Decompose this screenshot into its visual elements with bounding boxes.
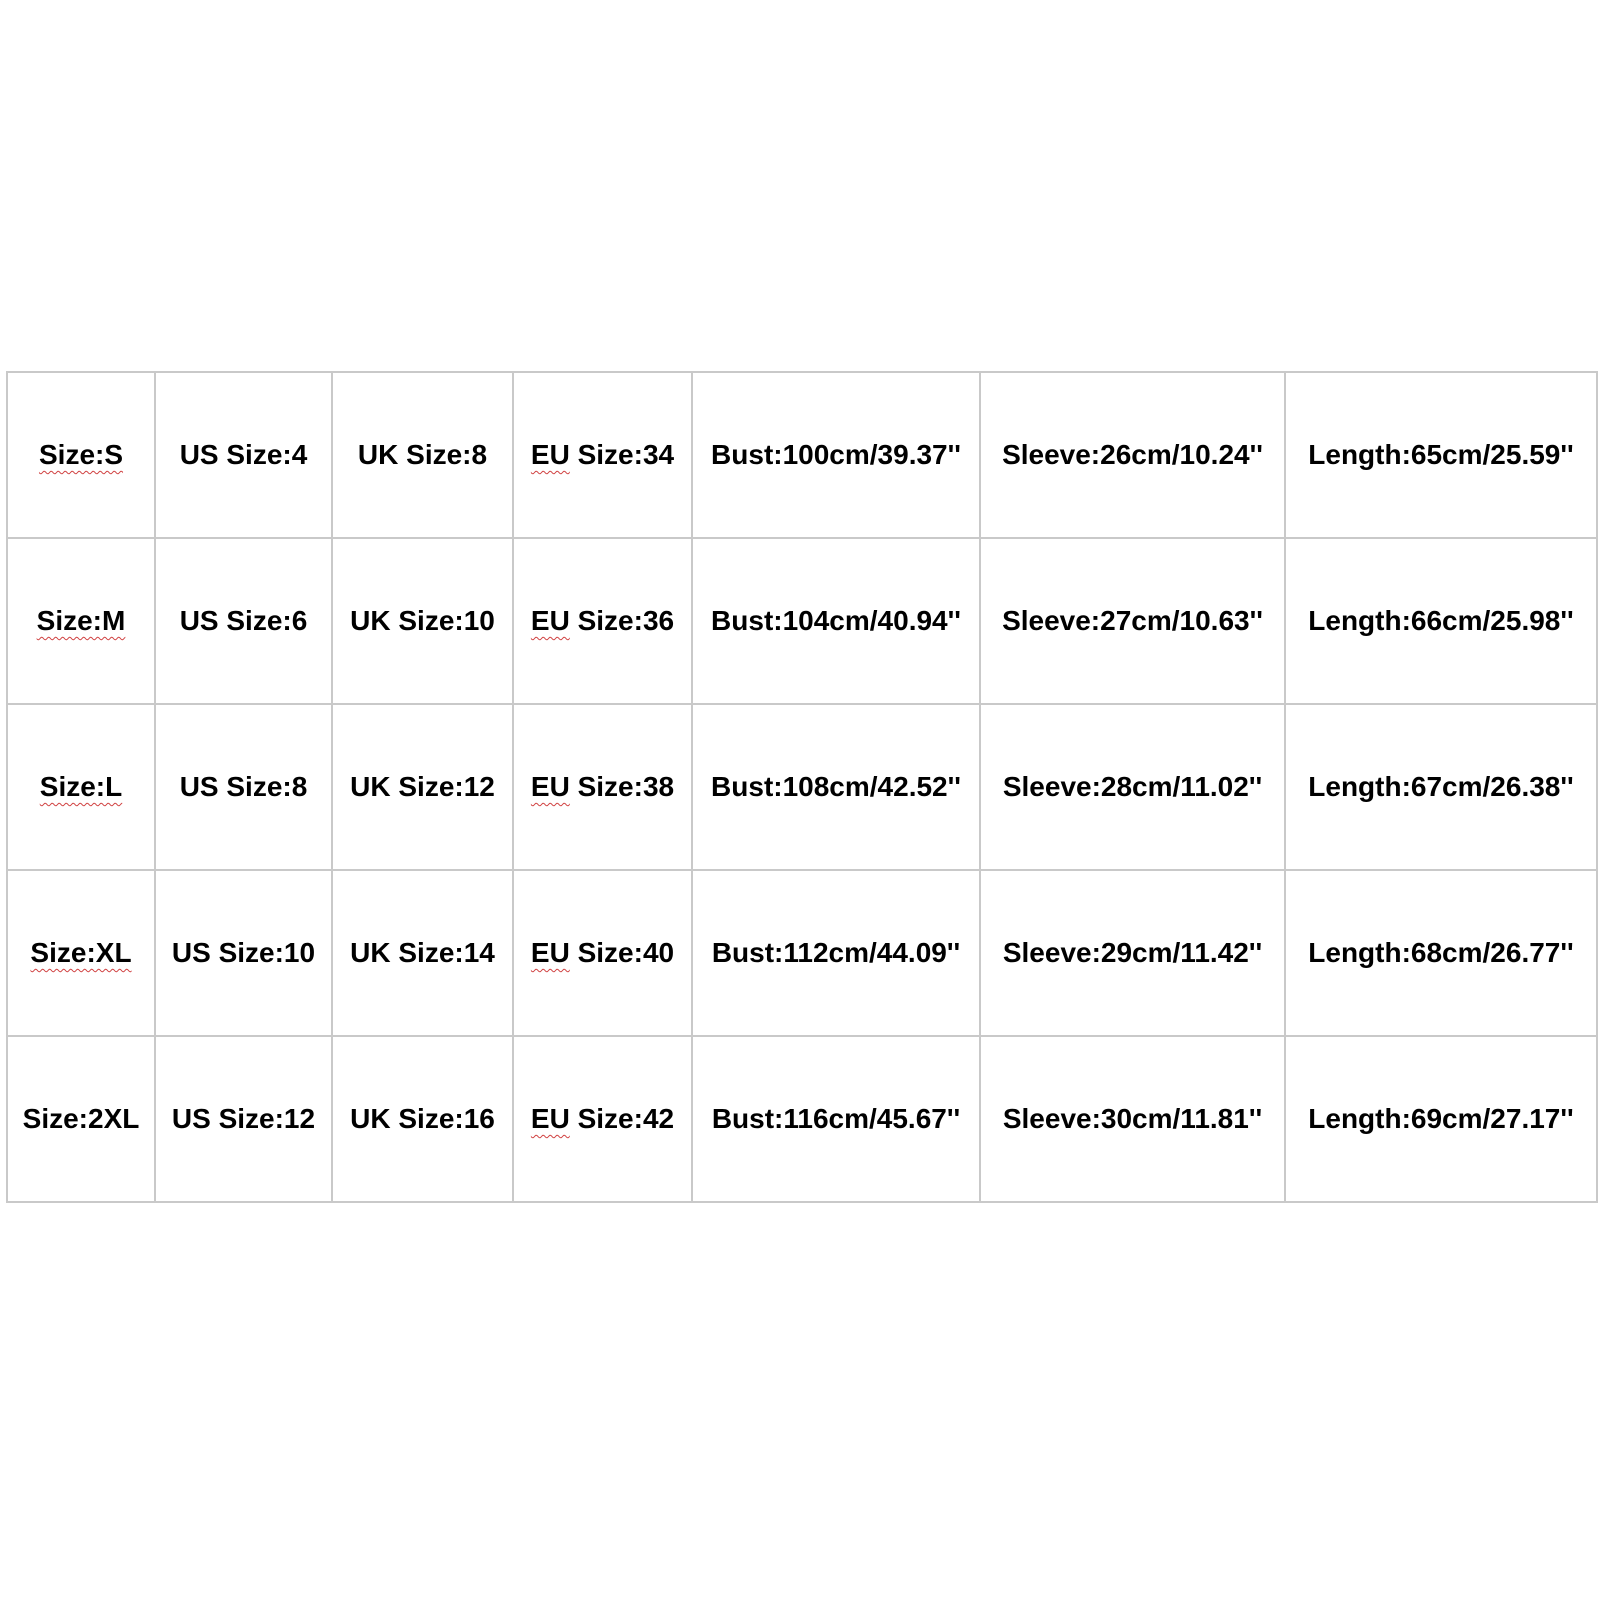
- sleeve-cell: Sleeve:26cm/10.24'': [980, 372, 1285, 538]
- size-label: Size:2XL: [22, 1103, 140, 1134]
- sleeve-cell: Sleeve:28cm/11.02'': [980, 704, 1285, 870]
- table-row: [7, 704, 1597, 870]
- eu-size-value: Size:42: [569, 1103, 675, 1134]
- us-size-cell: US Size:12: [155, 1036, 332, 1202]
- size-label: Size:S: [38, 439, 124, 470]
- size-label-cell: [7, 1036, 155, 1202]
- eu-size-value: Size:40: [569, 937, 675, 968]
- us-size-cell: US Size:4: [155, 372, 332, 538]
- size-label: Size:XL: [30, 937, 132, 968]
- size-label-cell: [7, 870, 155, 1036]
- bust-cell: Bust:108cm/42.52'': [692, 704, 980, 870]
- eu-label: EU: [530, 937, 570, 968]
- bust-cell: Bust:104cm/40.94'': [692, 538, 980, 704]
- bust-cell: Bust:100cm/39.37'': [692, 372, 980, 538]
- table-row: [7, 538, 1597, 704]
- uk-size-cell: UK Size:8: [332, 372, 513, 538]
- table-row: [7, 372, 1597, 538]
- eu-size-cell: [513, 870, 692, 1036]
- eu-size-cell: [513, 1036, 692, 1202]
- length-cell: Length:67cm/26.38'': [1285, 704, 1597, 870]
- uk-size-cell: UK Size:12: [332, 704, 513, 870]
- length-cell: Length:68cm/26.77'': [1285, 870, 1597, 1036]
- uk-size-cell: UK Size:10: [332, 538, 513, 704]
- size-label: Size:M: [36, 605, 126, 636]
- sleeve-cell: Sleeve:27cm/10.63'': [980, 538, 1285, 704]
- eu-size-cell: [513, 372, 692, 538]
- eu-size-value: Size:38: [569, 771, 675, 802]
- length-cell: Length:65cm/25.59'': [1285, 372, 1597, 538]
- table-row: [7, 870, 1597, 1036]
- us-size-cell: US Size:8: [155, 704, 332, 870]
- length-cell: Length:69cm/27.17'': [1285, 1036, 1597, 1202]
- size-label-cell: [7, 704, 155, 870]
- us-size-cell: US Size:6: [155, 538, 332, 704]
- size-label-cell: [7, 538, 155, 704]
- table-row: [7, 1036, 1597, 1202]
- eu-size-value: Size:34: [569, 439, 675, 470]
- size-chart-table: [6, 371, 1598, 1203]
- eu-label: EU: [530, 605, 570, 636]
- size-label: Size:L: [39, 771, 123, 802]
- eu-size-cell: [513, 704, 692, 870]
- uk-size-cell: UK Size:16: [332, 1036, 513, 1202]
- sleeve-cell: Sleeve:30cm/11.81'': [980, 1036, 1285, 1202]
- eu-label: EU: [530, 439, 570, 470]
- uk-size-cell: UK Size:14: [332, 870, 513, 1036]
- eu-label: EU: [530, 1103, 570, 1134]
- size-label-cell: [7, 372, 155, 538]
- bust-cell: Bust:112cm/44.09'': [692, 870, 980, 1036]
- eu-label: EU: [530, 771, 570, 802]
- bust-cell: Bust:116cm/45.67'': [692, 1036, 980, 1202]
- eu-size-value: Size:36: [569, 605, 675, 636]
- sleeve-cell: Sleeve:29cm/11.42'': [980, 870, 1285, 1036]
- us-size-cell: US Size:10: [155, 870, 332, 1036]
- eu-size-cell: [513, 538, 692, 704]
- length-cell: Length:66cm/25.98'': [1285, 538, 1597, 704]
